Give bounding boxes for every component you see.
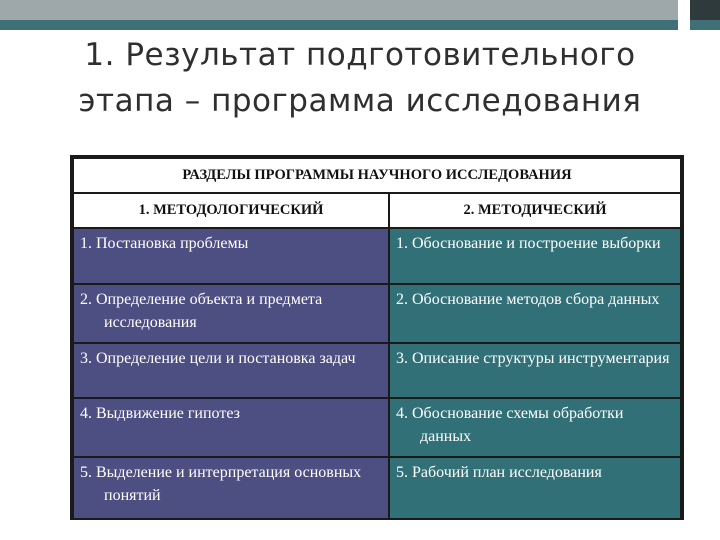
table-cell: 5. Рабочий план исследования — [390, 458, 680, 518]
top-bar-gray — [0, 0, 678, 20]
table-cell: 1. Постановка проблемы — [74, 229, 388, 283]
slide-title — [20, 32, 700, 124]
table-cell: 5. Выделение и интерпретация основных понятий — [74, 458, 388, 518]
column-header-methodical: 2. МЕТОДИЧЕСКИЙ — [390, 194, 680, 227]
column-header-methodological: 1. МЕТОДОЛОГИЧЕСКИЙ — [74, 194, 388, 227]
table-cell: 2. Обоснование методов сбора данных — [390, 285, 680, 342]
table-cell: 4. Выдвижение гипотез — [74, 399, 388, 456]
table-header: РАЗДЕЛЫ ПРОГРАММЫ НАУЧНОГО ИССЛЕДОВАНИЯ — [74, 159, 680, 192]
corner-square-dark — [690, 0, 720, 20]
top-bar-teal — [0, 20, 678, 30]
table-cell: 3. Определение цели и постановка задач — [74, 344, 388, 397]
table-cell: 2. Определение объекта и предмета исследования — [74, 285, 388, 342]
corner-square-teal — [690, 20, 720, 30]
slide-title-line-1: 1. Результат подготовительного — [84, 37, 636, 73]
table-cell: 1. Обоснование и построение выборки — [390, 229, 680, 283]
table-cell: 4. Обоснование схемы обработки данных — [390, 399, 680, 456]
slide-title-line-2: этапа – программа исследования — [78, 83, 642, 119]
table-cell: 3. Описание структуры инструментария — [390, 344, 680, 397]
decorative-top-band — [0, 0, 720, 30]
program-sections-table — [70, 155, 684, 520]
